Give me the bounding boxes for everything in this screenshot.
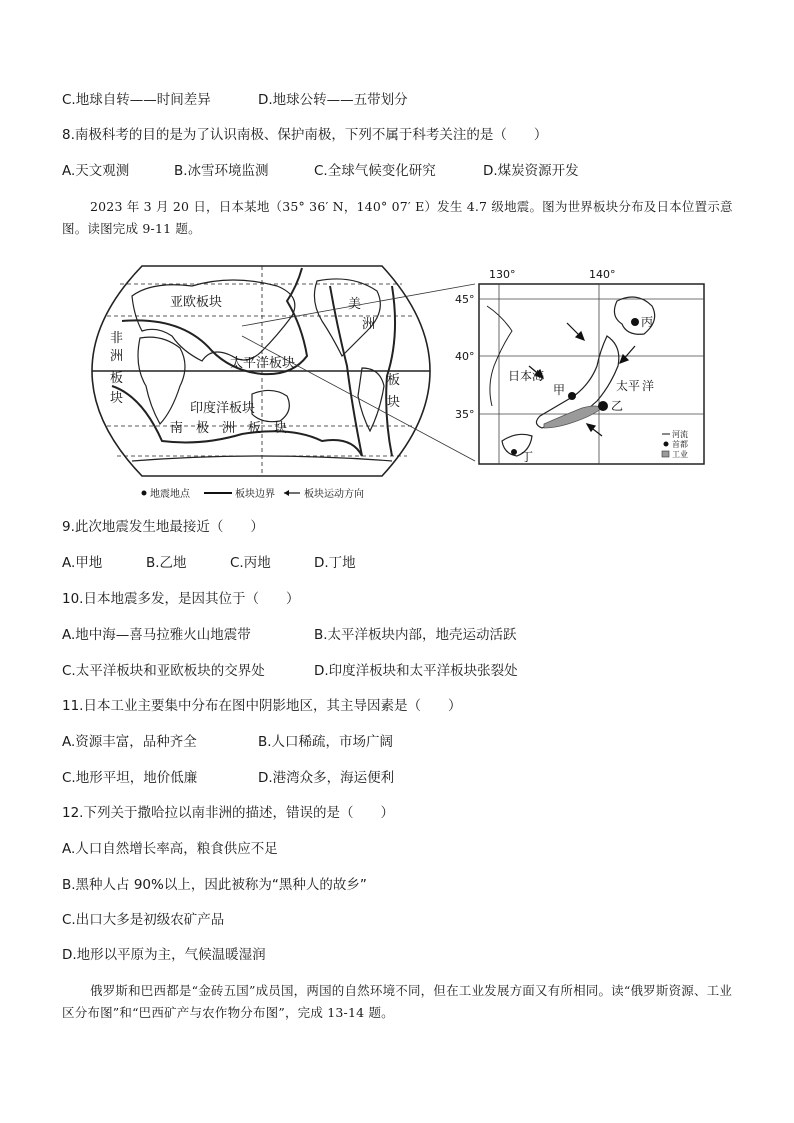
q8-option-c: C.全球气候变化研究 bbox=[314, 163, 436, 179]
q8-option-b: B.冰雪环境监测 bbox=[174, 163, 269, 179]
q9-option-b: B.乙地 bbox=[146, 555, 187, 571]
site-yi-label: 乙 bbox=[611, 399, 624, 413]
japan-inset-map bbox=[455, 268, 704, 464]
plate-map-figure bbox=[62, 256, 712, 506]
legend-motion: 板块运动方向 bbox=[304, 489, 364, 500]
intro-9-11: 2023 年 3 月 20 日，日本某地（35° 36′ N，140° 07′ E）发生 4.7 级地震。图为世界板块分布及日本位置示意图。读图完成 9-11 题。 bbox=[62, 199, 733, 236]
q12-option-b: B.黑种人占 90%以上，因此被称为“黑种人的故乡” bbox=[62, 877, 367, 893]
q10-option-c: C.太平洋板块和亚欧板块的交界处 bbox=[62, 663, 265, 679]
q10-option-d: D.印度洋板块和太平洋板块张裂处 bbox=[314, 663, 518, 679]
q9-option-a: A.甲地 bbox=[62, 555, 103, 571]
legend-capital: 首都 bbox=[672, 440, 688, 449]
q9-option-c: C.丙地 bbox=[230, 555, 271, 571]
q8-stem: 8.南极科考的目的是为了认识南极、保护南极，下列不属于科考关注的是（ ） bbox=[62, 127, 548, 143]
sea-of-japan-label: 日本海 bbox=[508, 369, 545, 383]
label-plate-1: 板 bbox=[387, 373, 401, 388]
q7-option-d: D.地球公转——五带划分 bbox=[258, 92, 408, 108]
q11-option-a: A.资源丰富，品种齐全 bbox=[62, 734, 197, 750]
site-jia-label: 甲 bbox=[553, 383, 566, 397]
label-antarctic-plate: 南 极 洲 板 块 bbox=[170, 421, 288, 436]
site-bing-label: 丙 bbox=[641, 315, 654, 329]
lat-40-label: 40° bbox=[455, 350, 475, 363]
pacific-label-2: 洋 bbox=[642, 379, 655, 393]
q7-option-c: C.地球自转——时间差异 bbox=[62, 92, 211, 108]
q11-option-d: D.港湾众多，海运便利 bbox=[258, 770, 395, 786]
legend-boundary: 板块边界 bbox=[235, 489, 275, 500]
label-africa-1: 非 bbox=[110, 331, 124, 346]
q10-stem: 10.日本地震多发，是因其位于（ ） bbox=[62, 591, 300, 607]
q12-option-a: A.人口自然增长率高，粮食供应不足 bbox=[62, 841, 278, 857]
label-africa-3: 板 bbox=[110, 371, 124, 386]
q12-option-d: D.地形以平原为主，气候温暖湿润 bbox=[62, 947, 266, 963]
q12-option-c: C.出口大多是初级农矿产品 bbox=[62, 912, 225, 928]
label-pacific-plate: 太平洋板块 bbox=[230, 356, 296, 371]
pacific-label-1: 太平 bbox=[616, 379, 641, 393]
japan-map-legend bbox=[662, 429, 688, 459]
site-ding-label: 丁 bbox=[521, 450, 534, 464]
intro-13-14: 俄罗斯和巴西都是“金砖五国”成员国，两国的自然环境不同，但在工业发展方面又有所相同。读“俄罗斯资源、工业区分布图”和“巴西矿产与农作物分布图”，完成 13-14 题。 bbox=[62, 983, 733, 1020]
q11-stem: 11.日本工业主要集中分布在图中阴影地区，其主导因素是（ ） bbox=[62, 698, 462, 714]
quake-point-icon bbox=[142, 491, 147, 496]
q8-option-a: A.天文观测 bbox=[62, 163, 130, 179]
q10-option-a: A.地中海—喜马拉雅火山地震带 bbox=[62, 627, 251, 643]
lon-140-label: 140° bbox=[589, 268, 616, 281]
label-eurasia-plate: 亚欧板块 bbox=[170, 295, 223, 310]
label-africa-4: 块 bbox=[110, 391, 124, 406]
legend-industry: 工业 bbox=[672, 450, 688, 459]
label-indian-ocean-plate: 印度洋板块 bbox=[190, 401, 256, 416]
lon-130-label: 130° bbox=[489, 268, 516, 281]
lat-45-label: 45° bbox=[455, 293, 475, 306]
q12-stem: 12.下列关于撒哈拉以南非洲的描述，错误的是（ ） bbox=[62, 805, 394, 821]
label-america-2: 洲 bbox=[362, 317, 376, 332]
legend-quake: 地震地点 bbox=[150, 489, 190, 500]
label-america-1: 美 bbox=[348, 297, 362, 312]
q10-option-b: B.太平洋板块内部，地壳运动活跃 bbox=[314, 627, 517, 643]
q8-option-d: D.煤炭资源开发 bbox=[483, 163, 579, 179]
q11-option-b: B.人口稀疏，市场广阔 bbox=[258, 734, 394, 750]
q9-stem: 9.此次地震发生地最接近（ ） bbox=[62, 519, 264, 535]
world-plate-map bbox=[92, 266, 430, 476]
q11-option-c: C.地形平坦，地价低廉 bbox=[62, 770, 198, 786]
q9-option-d: D.丁地 bbox=[314, 555, 356, 571]
lat-35-label: 35° bbox=[455, 408, 475, 421]
legend-river: 河流 bbox=[672, 430, 688, 439]
label-plate-2: 块 bbox=[387, 395, 401, 410]
label-africa-2: 洲 bbox=[110, 349, 124, 364]
